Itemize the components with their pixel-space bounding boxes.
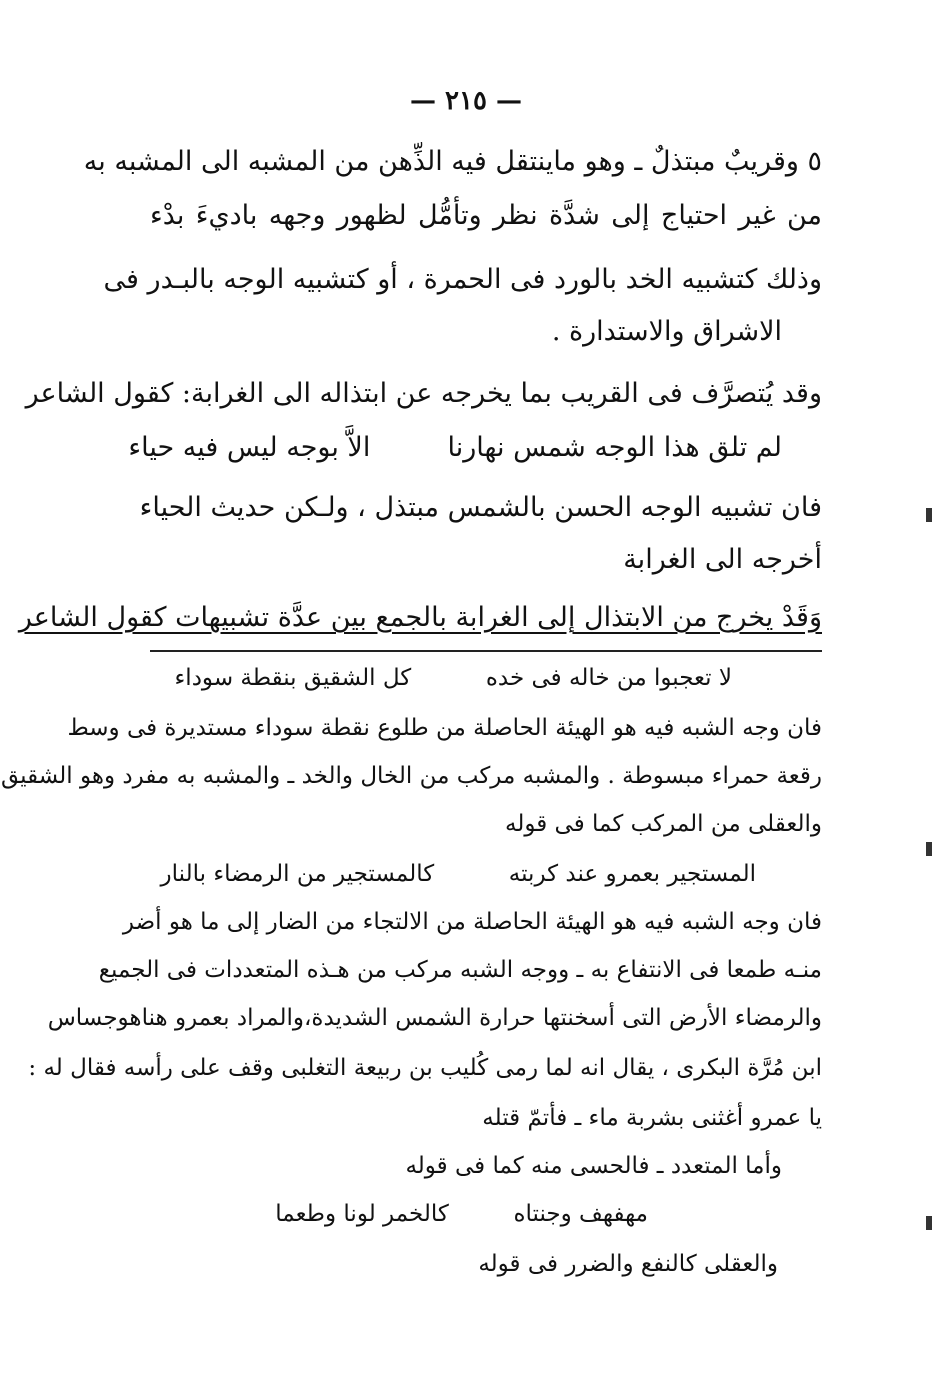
section-divider xyxy=(150,650,822,652)
verse-4 xyxy=(275,1196,648,1232)
text-line-5: وقد يُتصرَّف فى القريب بما يخرجه عن ابتذاله الى الغرابة: كقول الشاعر xyxy=(25,378,822,409)
text-line-12: فان وجه الشبه فيه هو الهيئة الحاصلة من الالتجاء من الضار إلى ما هو أضر xyxy=(122,909,822,935)
verse-3 xyxy=(161,856,756,892)
text-line-6: فان تشبيه الوجه الحسن بالشمس مبتذل ، ولـكن حديث الحياء xyxy=(139,492,822,523)
verse-3-first-hemistich: المستجير بعمرو عند كربته xyxy=(508,861,756,887)
text-line-13: منـه طمعا فى الانتفاع به ـ ووجه الشبه مركب من هـذه المتعددات فى الجميع xyxy=(98,957,822,983)
verse-2-first-hemistich: لا تعجبوا من خاله فى خده xyxy=(485,665,732,691)
verse-1 xyxy=(128,428,782,468)
verse-3-second-hemistich: كالمستجير من الرمضاء بالنار xyxy=(160,861,435,887)
text-line-9: فان وجه الشبه فيه هو الهيئة الحاصلة من طلوع نقطة سوداء مستديرة فى وسط xyxy=(67,715,822,741)
margin-mark xyxy=(926,508,932,522)
verse-2-second-hemistich: كل الشقيق بنقطة سوداء xyxy=(174,665,412,691)
verse-1-second-hemistich: الاَّ بوجه ليس فيه حياء xyxy=(128,432,371,463)
text-line-11: والعقلى من المركب كما فى قوله xyxy=(505,811,822,837)
text-line-10: رقعة حمراء مبسوطة . والمشبه مركب من الخال والخد ـ والمشبه به مفرد وهو الشقيق xyxy=(1,763,822,789)
text-line-14: والرمضاء الأرض التى أسخنتها حرارة الشمس الشديدة،والمراد بعمرو هناهوجساس xyxy=(47,1005,822,1031)
text-line-3: وذلك كتشبيه الخد بالورد فى الحمرة ، أو كتشبيه الوجه بالبـدر فى xyxy=(103,264,822,295)
text-line-16: يا عمرو أغثنى بشربة ماء ـ فأتمّ قتله xyxy=(482,1105,822,1131)
text-line-4: الاشراق والاستدارة . xyxy=(551,316,782,347)
text-line-7: أخرجه الى الغرابة xyxy=(623,544,822,575)
text-line-17: وأما المتعدد ـ فالحسى منه كما فى قوله xyxy=(405,1153,782,1179)
verse-2 xyxy=(174,660,732,696)
margin-mark xyxy=(926,1216,932,1230)
text-line-18: والعقلى كالنفع والضرر فى قوله xyxy=(478,1251,778,1277)
text-line-1: ٥ وقريبٌ مبتذلٌ ـ وهو ماينتقل فيه الذِّهن من المشبه الى المشبه به xyxy=(83,146,822,177)
page-number: — ٢١٥ — xyxy=(409,86,523,116)
margin-mark xyxy=(926,842,932,856)
text-line-2: من غير احتياج إلى شدَّة نظر وتأمُّل لظهور وجهه باديءَ بدْء xyxy=(150,200,822,231)
verse-1-first-hemistich: لم تلق هذا الوجه شمس نهارنا xyxy=(447,432,782,463)
verse-4-first-hemistich: مهفهف وجنتاه xyxy=(513,1201,648,1227)
text-line-15: ابن مُرَّة البكرى ، يقال انه لما رمى كُليب بن ربيعة التغلبى وقف على رأسه فقال له : xyxy=(28,1055,822,1081)
verse-4-second-hemistich: كالخمر لونا وطعما xyxy=(275,1201,449,1227)
text-line-8: وَقَدْ يخرج من الابتذال إلى الغرابة بالجمع بين عدَّة تشبيهات كقول الشاعر xyxy=(18,602,822,633)
